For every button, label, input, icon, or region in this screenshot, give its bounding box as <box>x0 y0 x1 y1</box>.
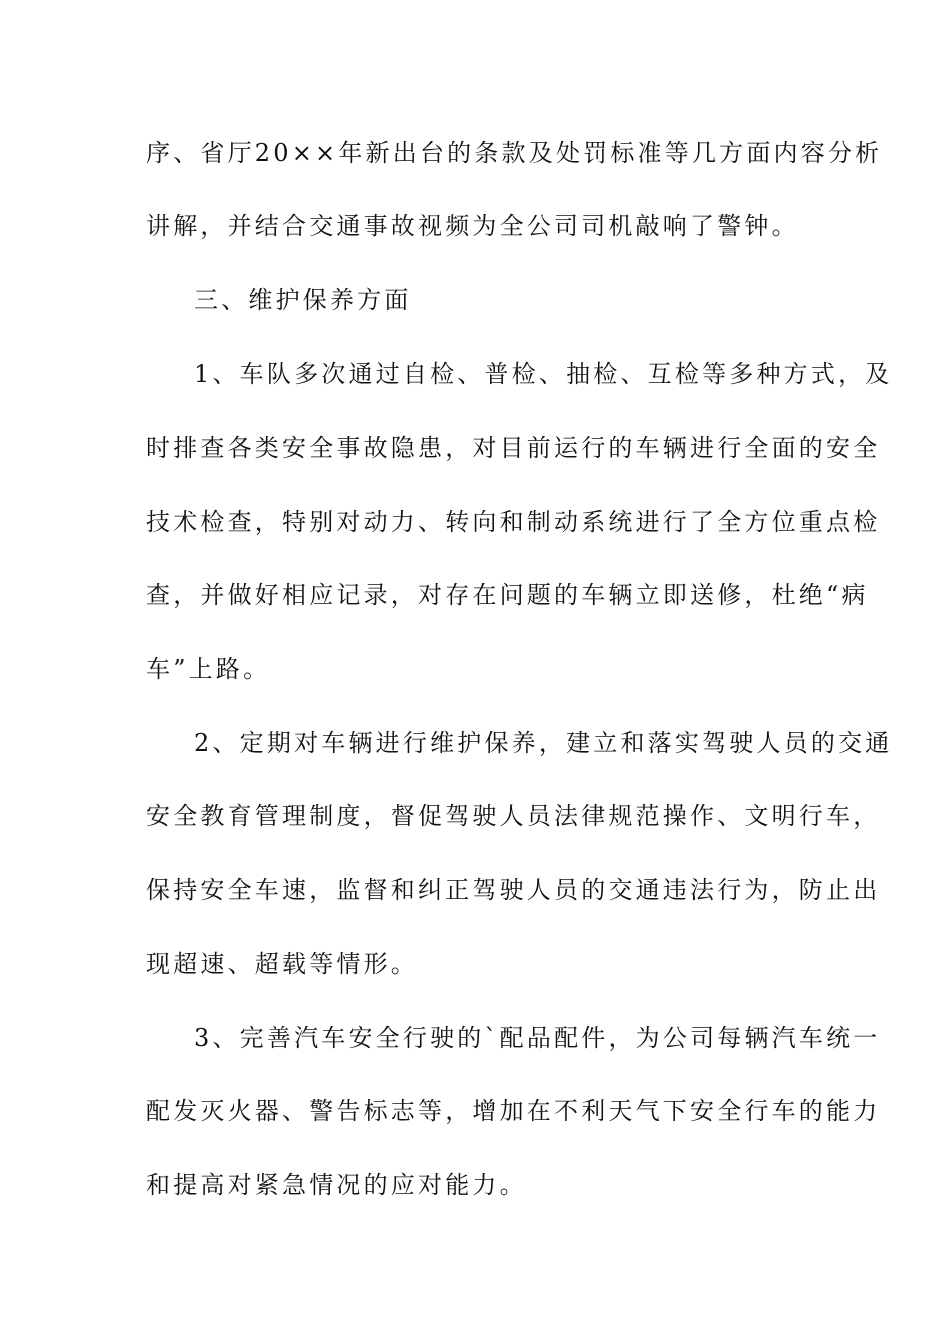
text-line-9: 2、定期对车辆进行维护保养，建立和落实驾驶人员的交通 <box>194 729 893 757</box>
text-line-4: 1、车队多次通过自检、普检、抽检、互检等多种方式，及 <box>194 360 893 388</box>
text-line-6: 技术检查，特别对动力、转向和制动系统进行了全方位重点检 <box>146 508 881 536</box>
text-line-8: 车”上路。 <box>146 655 271 683</box>
text-line-1: 序、省厅20××年新出台的条款及处罚标准等几方面内容分析 <box>146 139 883 167</box>
text-line-5: 时排查各类安全事故隐患，对目前运行的车辆进行全面的安全 <box>146 434 881 462</box>
section-heading: 三、维护保养方面 <box>194 286 412 314</box>
text-line-7: 查，并做好相应记录，对存在问题的车辆立即送修，杜绝“病 <box>146 581 869 609</box>
text-line-13: 3、完善汽车安全行驶的`配品配件，为公司每辆汽车统一 <box>194 1024 881 1052</box>
text-line-2: 讲解，并结合交通事故视频为全公司司机敲响了警钟。 <box>146 212 799 240</box>
text-line-12: 现超速、超载等情形。 <box>146 950 418 978</box>
text-line-15: 和提高对紧急情况的应对能力。 <box>146 1171 527 1199</box>
text-line-14: 配发灭火器、警告标志等，增加在不利天气下安全行车的能力 <box>146 1097 881 1125</box>
text-line-10: 安全教育管理制度，督促驾驶人员法律规范操作、文明行车， <box>146 802 881 830</box>
text-line-11: 保持安全车速，监督和纠正驾驶人员的交通违法行为，防止出 <box>146 876 881 904</box>
